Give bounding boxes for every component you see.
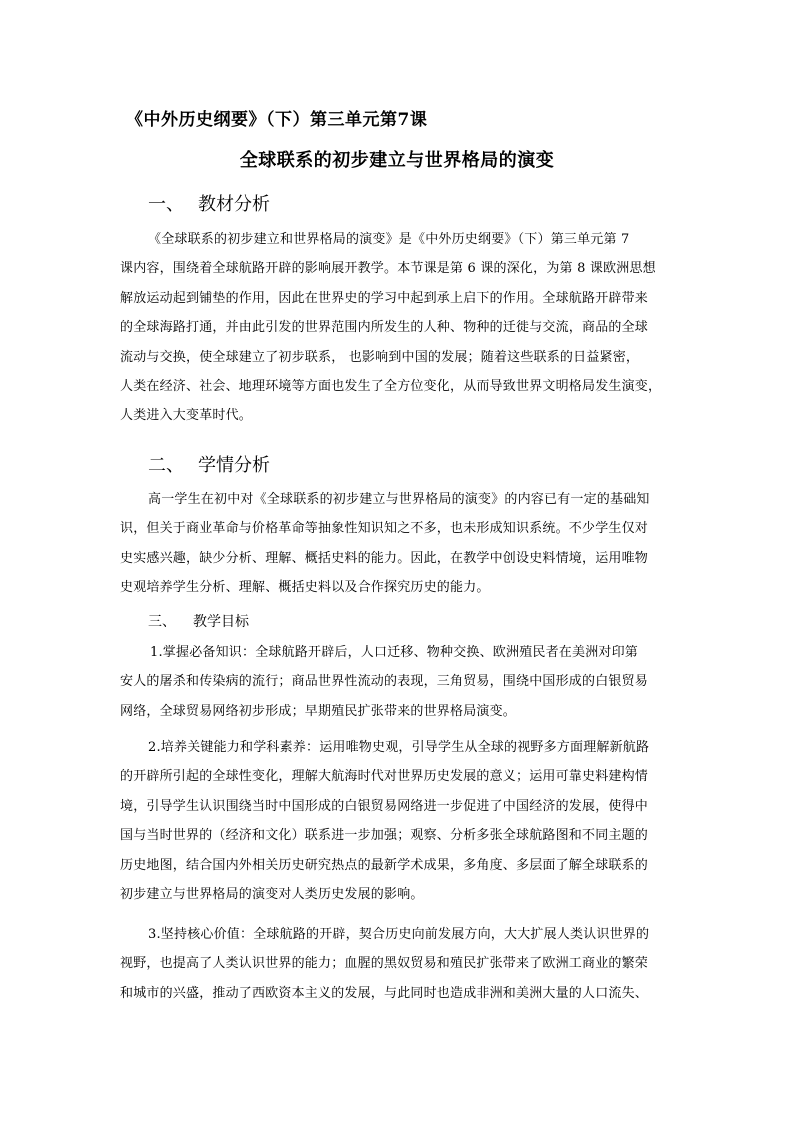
text-line: 历史地图，结合国内外相关历史研究热点的最新学术成果，多角度、多层面了解全球联系的 [120, 857, 649, 873]
section-number: 二、 [148, 455, 184, 476]
text-line: 高一学生在初中对《全球联系的初步建立与世界格局的演变》的内容已有一定的基础知 [148, 492, 650, 507]
text-line: 人类在经济、社会、地理环境等方面也发生了全方位变化，从而导致世界文明格局发生演变， [120, 378, 662, 394]
course-title: 《中外历史纲要》（下）第三单元第7课 [126, 110, 428, 130]
text-line: 史实感兴趣，缺少分析、理解、概括史料的能力。因此，在教学中创设史料情境，运用唯物 [120, 550, 649, 566]
text-line: 视野，也提高了人类认识世界的能力；血腥的黑奴贸易和殖民扩张带来了欧洲工商业的繁荣 [120, 956, 649, 972]
text-line: 的开辟所引起的全球性变化，理解大航海时代对世界历史发展的意义；运用可靠史料建构情 [120, 769, 649, 785]
text-line: 3.坚持核心价值：全球航路的开辟，契合历史向前发展方向，大大扩展人类认识世界的 [148, 927, 650, 942]
goal-item-2 [120, 733, 680, 909]
section-number: 三、 [148, 614, 176, 630]
text-line: 网络，全球贸易网络初步形成；早期殖民扩张带来的世界格局演变。 [120, 703, 517, 719]
text-line: 识，但关于商业革命与价格革命等抽象性知识知之不多，也未形成知识系统。不少学生仅对 [120, 521, 649, 537]
text-line: 史观培养学生分析、理解、概括史料以及合作探究历史的能力。 [120, 580, 490, 596]
text-line: 流动与交换，使全球建立了初步联系， 也影响到中国的发展；随着这些联系的日益紧密， [120, 349, 640, 365]
section-number: 一、 [148, 194, 184, 215]
section-heading-teaching-goals [148, 611, 249, 631]
goal-item-1 [120, 638, 680, 726]
section-title: 教材分析 [198, 194, 270, 215]
section-title: 学情分析 [198, 455, 270, 476]
text-line: 1.掌握必备知识：全球航路开辟后，人口迁移、物种交换、欧洲殖民者在美洲对印第 [150, 645, 639, 660]
text-line: 的全球海路打通，并由此引发的世界范围内所发生的人种、物种的迁徙与交流，商品的全球 [120, 320, 649, 336]
text-line: 2.培养关键能力和学科素养：运用唯物史观，引导学生从全球的视野多方面理解新航路 [148, 740, 650, 755]
lesson-title: 全球联系的初步建立与世界格局的演变 [239, 150, 555, 171]
text-line: 解放运动起到铺垫的作用，因此在世界史的学习中起到承上启下的作用。全球航路开辟带来 [120, 290, 649, 306]
text-line: 人类进入大变革时代。 [120, 408, 253, 424]
section-heading-student-analysis [148, 451, 270, 477]
text-line: 境，引导学生认识围绕当时中国形成的白银贸易网络进一步促进了中国经济的发展，使得中 [120, 798, 649, 814]
goal-item-3 [120, 920, 680, 1008]
paragraph-textbook-analysis [120, 225, 680, 431]
text-line: 初步建立与世界格局的演变对人类历史发展的影响。 [120, 886, 424, 902]
text-line: 国与当时世界的（经济和文化）联系进一步加强；观察、分析多张全球航路图和不同主题的 [120, 828, 649, 844]
text-line: 课内容，围绕着全球航路开辟的影响展开教学。本节课是第 6 课的深化，为第 8 课欧洲思想 [120, 261, 656, 277]
section-title: 教学目标 [193, 614, 249, 630]
paragraph-student-analysis [120, 485, 680, 603]
text-line: 和城市的兴盛，推动了西欧资本主义的发展，与此同时也造成非洲和美洲大量的人口流失、 [120, 985, 649, 1001]
text-line: 安人的屠杀和传染病的流行；商品世界性流动的表现，三角贸易，围绕中国形成的白银贸易 [120, 674, 649, 690]
section-heading-textbook-analysis [148, 190, 270, 216]
text-line: 《全球联系的初步建立和世界格局的演变》是《中外历史纲要》（下）第三单元第 7 [148, 232, 630, 247]
